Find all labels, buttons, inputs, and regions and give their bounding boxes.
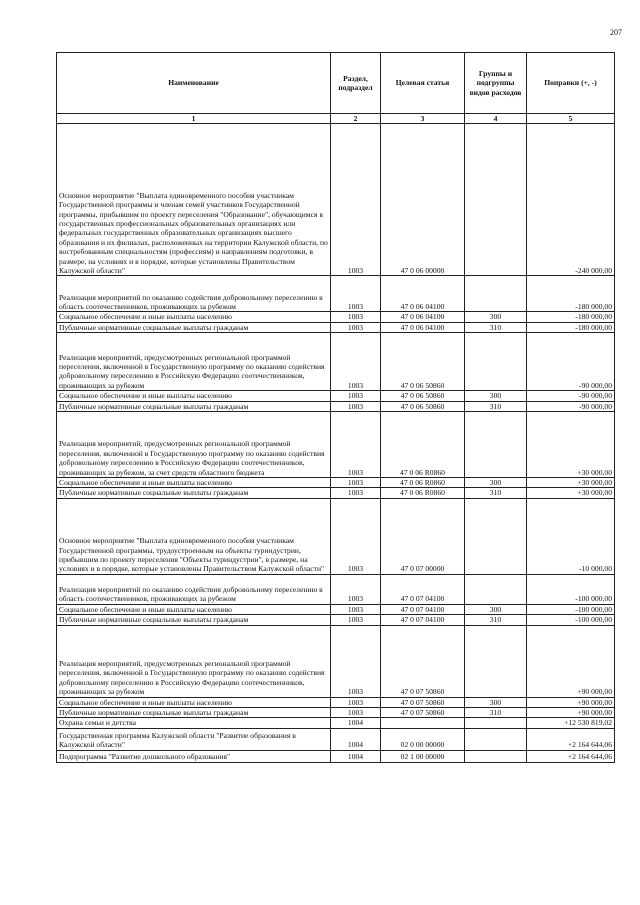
row-group (465, 412, 527, 478)
row-name: Охрана семьи и детства (57, 718, 331, 728)
table-row (57, 750, 615, 762)
header-name: Наименование (57, 53, 331, 114)
header-group: Группы и подгруппы видов расходов (465, 53, 527, 114)
row-target: 47 0 06 R0860 (381, 478, 465, 488)
row-target: 47 0 06 50860 (381, 333, 465, 391)
row-section: 1003 (331, 488, 381, 498)
row-section: 1004 (331, 750, 381, 762)
row-group (465, 750, 527, 762)
row-section: 1003 (331, 401, 381, 411)
row-section: 1003 (331, 312, 381, 322)
row-name: Социальное обеспечение и иные выплаты населению (57, 312, 331, 322)
row-amount: -100 000,00 (527, 604, 615, 614)
row-group: 310 (465, 401, 527, 411)
row-name: Реализация мероприятий, предусмотренных региональной программой переселения, включенной в Государственную программу по оказанию содействия добровольному переселению в Российскую Федерацию соотечественников, проживающих за рубежом (57, 333, 331, 391)
row-amount: -180 000,00 (527, 312, 615, 322)
header-target: Целевая статья (381, 53, 465, 114)
row-target: 47 0 06 04100 (381, 312, 465, 322)
row-target: 47 0 07 04100 (381, 615, 465, 625)
row-name: Реализация мероприятий, предусмотренных региональной программой переселения, включенной в Государственную программу по оказанию содействия добровольному переселению в Российскую Федерацию соотечественников, проживающих за рубежом, за счет средств областного бюджета (57, 412, 331, 478)
row-name: Социальное обеспечение и иные выплаты населению (57, 697, 331, 707)
header-amount: Поправки (+, -) (527, 53, 615, 114)
row-section: 1003 (331, 412, 381, 478)
table-row (57, 276, 615, 312)
row-section: 1003 (331, 625, 381, 697)
column-number-row (57, 114, 615, 124)
row-amount: +30 000,00 (527, 478, 615, 488)
row-group (465, 124, 527, 276)
row-group (465, 728, 527, 750)
row-name: Подпрограмма "Развитие дошкольного образования" (57, 750, 331, 762)
row-amount: +2 164 644,06 (527, 728, 615, 750)
budget-table (56, 52, 615, 763)
row-section: 1003 (331, 124, 381, 276)
row-name: Реализация мероприятий по оказанию содействия добровольному переселению в область соотечественников, проживающих за рубежом (57, 574, 331, 604)
row-section: 1003 (331, 697, 381, 707)
row-target: 47 0 06 04100 (381, 322, 465, 332)
table-row (57, 625, 615, 697)
row-target: 02 0 00 00000 (381, 728, 465, 750)
row-section: 1003 (331, 391, 381, 401)
row-amount: -10 000,00 (527, 498, 615, 574)
row-amount: +30 000,00 (527, 412, 615, 478)
row-group: 300 (465, 478, 527, 488)
table-row (57, 697, 615, 707)
table-row (57, 488, 615, 498)
row-target: 47 0 06 50860 (381, 391, 465, 401)
row-section: 1003 (331, 604, 381, 614)
row-name: Государственная программа Калужской области "Развитие образования в Калужской области" (57, 728, 331, 750)
row-target: 02 1 00 00000 (381, 750, 465, 762)
row-name: Публичные нормативные социальные выплаты гражданам (57, 615, 331, 625)
row-target: 47 0 07 00000 (381, 498, 465, 574)
row-group (465, 574, 527, 604)
row-amount: +90 000,00 (527, 625, 615, 697)
table-row (57, 574, 615, 604)
row-name: Социальное обеспечение и иные выплаты населению (57, 391, 331, 401)
row-target: 47 0 07 04100 (381, 604, 465, 614)
row-section: 1004 (331, 718, 381, 728)
table-row (57, 478, 615, 488)
column-number: 5 (527, 114, 615, 124)
row-target: 47 0 07 50860 (381, 708, 465, 718)
row-target: 47 0 07 04100 (381, 574, 465, 604)
row-section: 1003 (331, 615, 381, 625)
row-group: 300 (465, 697, 527, 707)
table-row (57, 708, 615, 718)
table-row (57, 312, 615, 322)
header-row (57, 53, 615, 114)
row-section: 1003 (331, 276, 381, 312)
row-amount: +90 000,00 (527, 697, 615, 707)
table-row (57, 604, 615, 614)
row-name: Публичные нормативные социальные выплаты гражданам (57, 322, 331, 332)
row-group: 310 (465, 488, 527, 498)
table-row (57, 615, 615, 625)
row-amount: +30 000,00 (527, 488, 615, 498)
row-name: Публичные нормативные социальные выплаты гражданам (57, 488, 331, 498)
table-row (57, 124, 615, 276)
row-section: 1003 (331, 708, 381, 718)
row-amount: -90 000,00 (527, 401, 615, 411)
header-section: Раздел, подраздел (331, 53, 381, 114)
row-group: 310 (465, 615, 527, 625)
table-row (57, 333, 615, 391)
row-target: 47 0 06 R0860 (381, 412, 465, 478)
table-row (57, 322, 615, 332)
row-amount: +12 530 819,02 (527, 718, 615, 728)
row-name: Социальное обеспечение и иные выплаты населению (57, 604, 331, 614)
row-target: 47 0 07 50860 (381, 697, 465, 707)
row-group (465, 276, 527, 312)
row-section: 1003 (331, 478, 381, 488)
row-amount: -100 000,00 (527, 615, 615, 625)
row-amount: -90 000,00 (527, 391, 615, 401)
table-row (57, 718, 615, 728)
row-group: 300 (465, 604, 527, 614)
table-row (57, 412, 615, 478)
row-amount: -180 000,00 (527, 276, 615, 312)
row-amount: +2 164 644,06 (527, 750, 615, 762)
row-name: Основное мероприятие "Выплата единовременного пособия участникам Государственной программы, трудоустроенным на объекты туриндустрии, прибывшим по проекту переселения "Объекты туриндустрии", в размере, на условиях и в порядке, которые установлены Правительством Калужской области" (57, 498, 331, 574)
table-row (57, 498, 615, 574)
row-amount: -90 000,00 (527, 333, 615, 391)
row-name: Публичные нормативные социальные выплаты гражданам (57, 401, 331, 411)
row-amount: -180 000,00 (527, 322, 615, 332)
row-name: Публичные нормативные социальные выплаты гражданам (57, 708, 331, 718)
row-target: 47 0 07 50860 (381, 625, 465, 697)
table-row (57, 401, 615, 411)
row-name: Реализация мероприятий по оказанию содействия добровольному переселению в область соотечественников, проживающих за рубежом (57, 276, 331, 312)
column-number: 2 (331, 114, 381, 124)
row-name: Реализация мероприятий, предусмотренных региональной программой переселения, включенной в Государственную программу по оказанию содействия добровольному переселению в Российскую Федерацию соотечественников, проживающих за рубежом (57, 625, 331, 697)
row-target (381, 718, 465, 728)
row-target: 47 0 06 50860 (381, 401, 465, 411)
row-group: 310 (465, 708, 527, 718)
column-number: 3 (381, 114, 465, 124)
row-name: Основное мероприятие "Выплата единовременного пособия участникам Государственной программы и членам семей участников Государственной программы, прибывшим по проекту переселения "Образование", обучающимся в государственных профессиональных образовательных организациях или федеральных государственных образовательных организациях высшего образования и их филиалах, расположенных на территории Калужской области, по востребованным специальностям (профессиям) и направлениям подготовки, в размере, на условиях и в порядке, которые установлены Правительством Калужской области" (57, 124, 331, 276)
table-row (57, 728, 615, 750)
row-group (465, 625, 527, 697)
row-group (465, 718, 527, 728)
row-group: 300 (465, 312, 527, 322)
row-amount: +90 000,00 (527, 708, 615, 718)
row-target: 47 0 06 00000 (381, 124, 465, 276)
page-number: 207 (610, 28, 622, 37)
row-group: 300 (465, 391, 527, 401)
row-amount: -240 000,00 (527, 124, 615, 276)
column-number: 4 (465, 114, 527, 124)
row-group (465, 498, 527, 574)
row-section: 1003 (331, 574, 381, 604)
column-number: 1 (57, 114, 331, 124)
row-section: 1003 (331, 498, 381, 574)
row-target: 47 0 06 R0860 (381, 488, 465, 498)
row-section: 1004 (331, 728, 381, 750)
row-section: 1003 (331, 333, 381, 391)
row-name: Социальное обеспечение и иные выплаты населению (57, 478, 331, 488)
table-body (57, 124, 615, 762)
row-amount: -100 000,00 (527, 574, 615, 604)
table-row (57, 391, 615, 401)
row-section: 1003 (331, 322, 381, 332)
row-group (465, 333, 527, 391)
row-target: 47 0 06 04100 (381, 276, 465, 312)
row-group: 310 (465, 322, 527, 332)
